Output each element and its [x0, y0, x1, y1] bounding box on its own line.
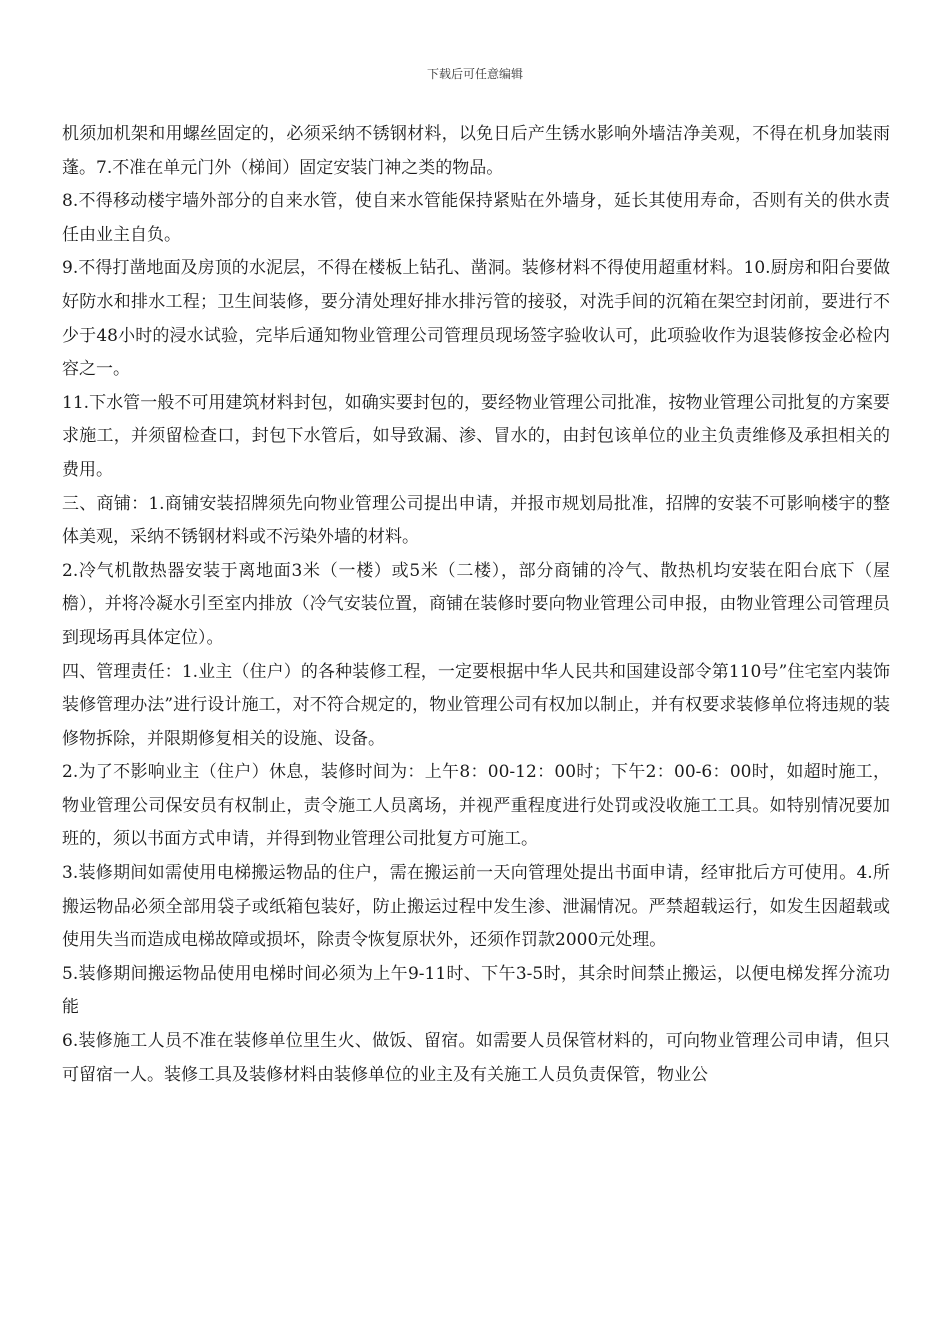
- paragraph: 11.下水管一般不可用建筑材料封包，如确实要封包的，要经物业管理公司批准，按物业管理公司批复的方案要求施工，并须留检查口，封包下水管后，如导致漏、渗、冒水的，由封包该单位的业主负责维修及承担相关的费用。: [62, 392, 890, 480]
- page-header: 下载后可任意编辑: [426, 67, 523, 81]
- paragraph: 5.装修期间搬运物品使用电梯时间必须为上午9-11时、下午3-5时，其余时间禁止搬运，以便电梯发挥分流功能: [62, 963, 890, 1018]
- paragraph: 2.为了不影响业主（住户）休息，装修时间为：上午8：00-12：00时；下午2：00-6：00时，如超时施工，物业管理公司保安员有权制止，责令施工人员离场，并视严重程度进行处罚或没收施工工具。如特别情况要加班的，须以书面方式申请，并得到物业管理公司批复方可施工。: [62, 762, 890, 850]
- paragraph: 机须加机架和用螺丝固定的，必须采纳不锈钢材料，以免日后产生锈水影响外墙洁净美观，不得在机身加装雨蓬。7.不准在单元门外（梯间）固定安装门神之类的物品。: [62, 124, 890, 178]
- paragraph: 8.不得移动楼宇墙外部分的自来水管，使自来水管能保持紧贴在外墙身，延长其使用寿命，否则有关的供水责任由业主自负。: [62, 191, 890, 245]
- paragraph: 三、商铺：1.商铺安装招牌须先向物业管理公司提出申请，并报市规划局批准，招牌的安装不可影响楼宇的整体美观，采纳不锈钢材料或不污染外墙的材料。: [62, 493, 890, 548]
- paragraph: 3.装修期间如需使用电梯搬运物品的住户，需在搬运前一天向管理处提出书面申请，经审批后方可使用。4.所搬运物品必须全部用袋子或纸箱包装好，防止搬运过程中发生渗、泄漏情况。严禁超载运行，如发生因超载或使用失当而造成电梯故障或损坏，除责令恢复原状外，还须作罚款2000元处理。: [62, 863, 890, 951]
- paragraph: 6.装修施工人员不准在装修单位里生火、做饭、留宿。如需要人员保管材料的，可向物业管理公司申请，但只可留宿一人。装修工具及装修材料由装修单位的业主及有关施工人员负责保管，物业公: [62, 1031, 890, 1085]
- document-body: [62, 118, 890, 1092]
- paragraph: 四、管理责任：1.业主（住户）的各种装修工程，一定要根据中华人民共和国建设部令第110号”住宅室内装饰装修管理办法”进行设计施工，对不符合规定的，物业管理公司有权加以制止，并有权要求装修单位将违规的装修物拆除，并限期修复相关的设施、设备。: [62, 661, 890, 749]
- paragraph: 2.冷气机散热器安装于离地面3米（一楼）或5米（二楼），部分商铺的冷气、散热机均安装在阳台底下（屋檐），并将冷凝水引至室内排放（冷气安装位置，商铺在装修时要向物业管理公司申报，由物业管理公司管理员到现场再具体定位）。: [62, 560, 890, 648]
- paragraph: 9.不得打凿地面及房顶的水泥层，不得在楼板上钻孔、凿洞。装修材料不得使用超重材料。10.厨房和阳台要做好防水和排水工程；卫生间装修，要分清处理好排水排污管的接驳，对洗手间的沉箱在架空封闭前，要进行不少于48小时的浸水试验，完毕后通知物业管理公司管理员现场签字验收认可，此项验收作为退装修按金必检内容之一。: [62, 258, 890, 380]
